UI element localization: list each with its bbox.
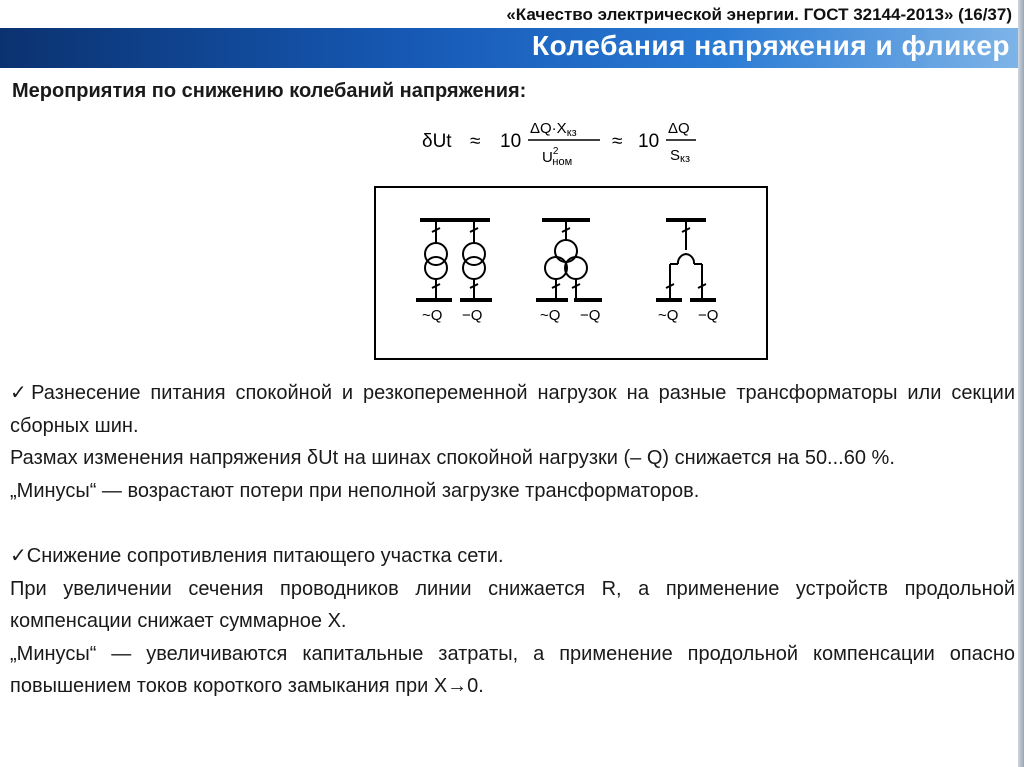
body-text (10, 376, 1015, 703)
title-bar (0, 28, 1024, 68)
paragraph-4: ✓Снижение сопротивления питающего участка сети. (10, 543, 504, 567)
scheme-label: −Q (462, 307, 483, 324)
check-mark-icon: ✓ (10, 543, 27, 567)
check-mark-icon: ✓ (10, 380, 32, 404)
formula-den-1: $U^2$ ном (542, 146, 573, 166)
voltage-fluctuation-formula (420, 116, 720, 166)
formula-coef-2: 10 (638, 131, 660, 152)
paragraph-5: При увеличении сечения проводников линии снижается R, а применение устройств продольной компенсации снижает суммарное X. (10, 577, 1015, 632)
scheme-label: ~Q (422, 307, 443, 324)
paragraph-3: „Минусы“ — возрастают потери при неполной загрузке трансформаторов. (10, 479, 700, 502)
paragraph-1: ✓Разнесение питания спокойной и резкопеременной нагрузок на разные трансформаторы или секции сборных шин. (10, 380, 1015, 437)
scheme-label: −Q (698, 307, 719, 324)
header (0, 0, 1024, 72)
scheme-three-winding-transformer (536, 220, 602, 300)
formula-approx-2: ≈ (612, 131, 623, 152)
scheme-label: −Q (580, 307, 601, 324)
slide-edge (1018, 0, 1024, 767)
presentation-subtitle: «Качество электрической энергии. ГОСТ 32144-2013» (16/37) (506, 5, 1012, 24)
section-heading: Мероприятия по снижению колебаний напряжения: (12, 80, 527, 102)
scheme-label: ~Q (658, 307, 679, 324)
formula-num-1: $\Delta Q\cdot X_{кз}$ (530, 120, 577, 139)
paragraph-6: „Минусы“ — увеличиваются капитальные затраты, а применение продольной компенсации опасно повышением токов короткого замыкания при X→0. (10, 642, 1015, 697)
scheme-label: ~Q (540, 307, 561, 324)
formula-approx-1: ≈ (470, 131, 481, 152)
slide-title: Колебания напряжения и фликер (532, 30, 1010, 61)
scheme-split-reactor (656, 220, 716, 300)
schemes-drawing (376, 188, 766, 358)
formula-lhs: δUt (422, 131, 452, 152)
paragraph-2: Размах изменения напряжения δUt на шинах спокойной нагрузки (– Q) снижается на 50...60 %. (10, 447, 895, 469)
scheme-two-transformers (416, 220, 492, 300)
formula-den-2: Sкз (670, 147, 690, 165)
formula-coef-1: 10 (500, 131, 522, 152)
connection-schemes-figure (374, 186, 768, 360)
formula-num-2: ΔQ (668, 120, 690, 137)
